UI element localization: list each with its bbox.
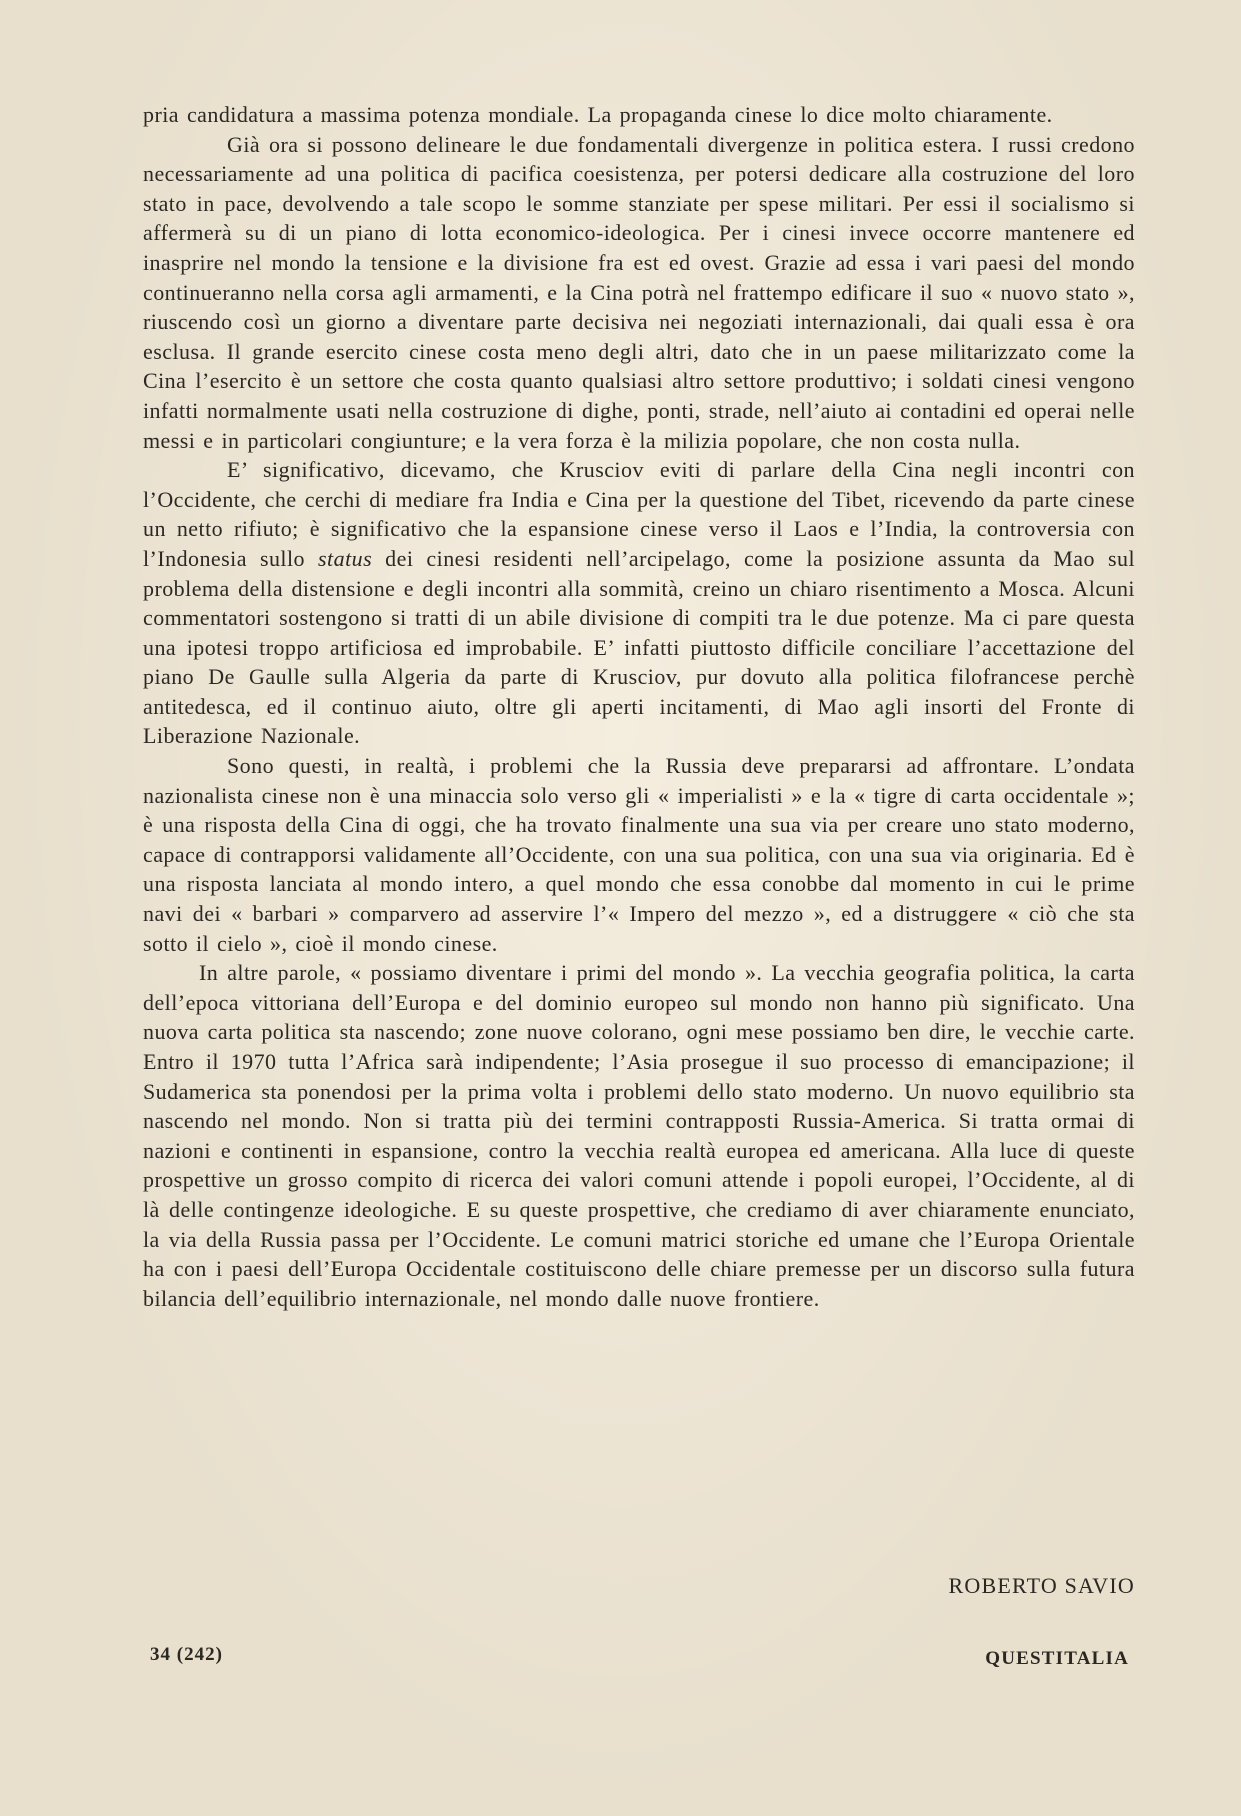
paragraph-5: In altre parole, « possiamo diventare i primi del mondo ». La vecchia geografia politica, la carta dell’epoca vittoriana dell’Europa e del dominio europeo sul mondo non hanno più significato. Una nuova carta politica sta nascendo; zone nuove colorano, ogni mese possiamo ben dire, le vecchie carte. Entro il 1970 tutta l’Africa sarà indipendente; l’Asia prosegue il suo processo di emancipazione; il Sudamerica sta ponendosi per la prima volta i problemi dello stato moderno. Un nuovo equilibrio sta nascendo nel mondo. Non si tratta più dei termini contrapposti Russia-America. Si tratta ormai di nazioni e continenti in espansione, contro la vecchia realtà europea ed americana. Alla luce di queste prospettive un grosso compito di ricerca dei valori comuni attende i popoli europei, l’Occidente, al di là delle contingenze ideologiche. E su queste prospettive, che crediamo di aver chiaramente enunciato, la via della Russia passa per l’Occidente. Le comuni matrici storiche ed umane che l’Europa Orientale ha con i paesi dell’Europa Occidentale costituiscono delle chiare premesse per un discorso sulla futura bilancia dell’equilibrio internazionale, nel mondo dalle nuove frontiere. (143, 960, 1135, 1311)
paragraph-3-text-b: dei cinesi residenti nell’arcipelago, come la posizione assunta da Mao sul problema della distensione e degli incontri alla sommità, creino un chiaro risentimento a Mosca. Alcuni commentatori sostengono si tratti di un abile divisione di compiti tra le due potenze. Ma ci pare questa una ipotesi troppo artificiosa ed improbabile. E’ infatti piuttosto difficile conciliare l’accettazione del piano De Gaulle sulla Algeria da parte di Krusciov, pur dovuto alla politica filofrancese perchè antitedesca, ed il continuo aiuto, oltre gli aperti incitamenti, di Mao agli insorti del Fronte di Liberazione Nazionale. (143, 545, 1136, 749)
paragraph-3-text-a: E’ significativo, dicevamo, che Krusciov eviti di parlare della Cina negli incontri con l’Occidente, che cerchi di mediare fra India e Cina per la questione del Tibet, ricevendo da parte cinese un netto rifiuto; è significativo che la espansione cinese verso il Laos e l’India, la controversia con l’Indonesia sullo (143, 457, 1135, 571)
paragraph-1: pria candidatura a massima potenza mondiale. La propaganda cinese lo dice molto chiaramente. (143, 102, 1053, 127)
paragraph-2: Già ora si possono delineare le due fondamentali divergenze in politica estera. I russi credono necessariamente ad una politica di pacifica coesistenza, per potersi dedicare alla costruzione del loro stato in pace, devolvendo a tale scopo le somme stanziate per spese militari. Per essi il socialismo si affermerà su di un piano di lotta economico-ideologica. Per i cinesi invece occorre mantenere ed inasprire nel mondo la tensione e la divisione fra est ed ovest. Grazie ad essa i vari paesi del mondo continueranno nella corsa agli armamenti, e la Cina potrà nel frattempo edificare il suo « nuovo stato », riuscendo così un giorno a diventare parte decisiva nei negoziati internazionali, dai quali essa è ora esclusa. Il grande esercito cinese costa meno degli altri, dato che in un paese militarizzato come la Cina l’esercito è un settore che costa quanto qualsiasi altro settore produttivo; i soldati cinesi vengono infatti normalmente usati nella costruzione di dighe, ponti, strade, nell’aiuto ai contadini ed operai nelle messi e in particolari congiunture; e la vera forza è la milizia popolare, che non costa nulla. (143, 131, 1135, 453)
paragraph-3 (143, 455, 1135, 751)
article-body (143, 100, 1135, 1313)
author-signature: ROBERTO SAVIO (948, 1573, 1135, 1598)
italic-term-status: status (318, 545, 373, 571)
publication-name: QUESTITALIA (985, 1648, 1129, 1669)
page-number: 34 (242) (150, 1644, 223, 1665)
paragraph-4: Sono questi, in realtà, i problemi che la Russia deve prepararsi ad affrontare. L’ondata nazionalista cinese non è una minaccia solo verso gli « imperialisti » e la « tigre di carta occidentale »; è una risposta della Cina di oggi, che ha trovato finalmente una sua via per creare uno stato moderno, capace di contrapporsi validamente all’Occidente, con una sua politica, con una sua via originaria. Ed è una risposta lanciata al mondo intero, a quel mondo che essa conobbe dal momento in cui le prime navi dei « barbari » comparvero ad asservire l’« Impero del mezzo », ed a distruggere « ciò che sta sotto il cielo », cioè il mondo cinese. (143, 753, 1135, 956)
